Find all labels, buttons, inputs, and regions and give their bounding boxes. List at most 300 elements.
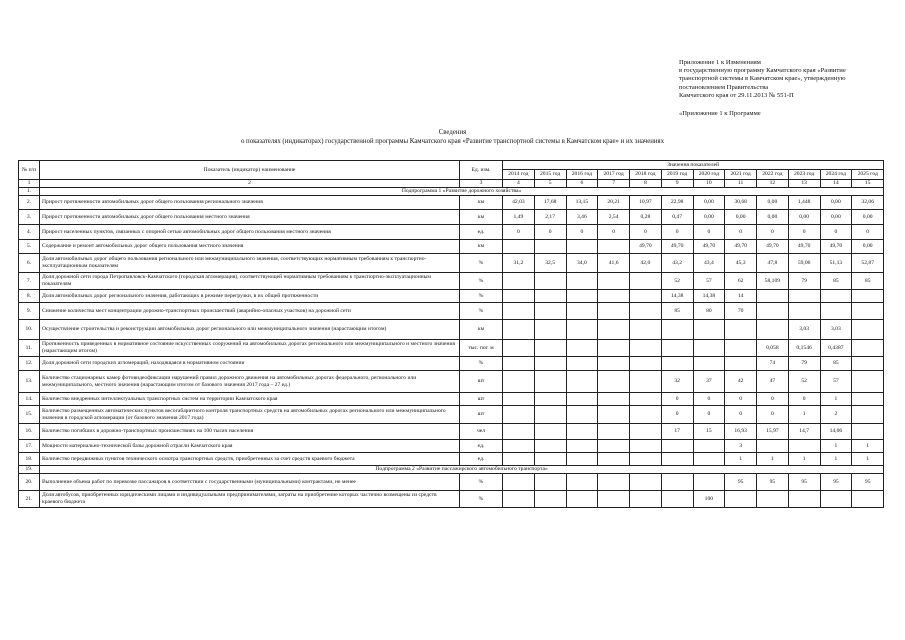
value-cell <box>566 303 598 320</box>
value-cell <box>503 393 535 406</box>
value-cell <box>566 491 598 508</box>
value-cell <box>661 440 693 453</box>
value-cell <box>566 453 598 466</box>
value-cell <box>566 240 598 254</box>
value-cell: 1 <box>820 453 852 466</box>
header-year: 2023 год <box>788 170 820 180</box>
value-cell <box>630 424 662 440</box>
value-cell: 0 <box>566 225 598 240</box>
header-year: 2025 год <box>852 170 884 180</box>
value-cell: 0 <box>757 393 789 406</box>
value-cell <box>534 340 566 357</box>
index-cell: 6 <box>566 180 598 188</box>
index-cell: 1 <box>19 180 40 188</box>
appendix-line: постановлением Правительства <box>679 83 769 91</box>
value-cell: 0 <box>820 225 852 240</box>
value-cell: 17 <box>661 424 693 440</box>
header-year: 2022 год <box>757 170 789 180</box>
value-cell: 14,06 <box>820 424 852 440</box>
row-name: Количество передвижных пунктов технического осмотра транспортных средств, приобретенных за счет средств краевого бюджета <box>40 453 460 466</box>
value-cell <box>630 406 662 424</box>
header-year: 2017 год <box>598 170 630 180</box>
value-cell <box>630 340 662 357</box>
value-cell: 0 <box>630 225 662 240</box>
value-cell: 0,00 <box>820 196 852 210</box>
table-row <box>19 440 884 453</box>
value-cell <box>598 491 630 508</box>
value-cell <box>598 303 630 320</box>
row-num: 10. <box>19 320 40 340</box>
value-cell: 0 <box>757 406 789 424</box>
row-num: 8. <box>19 290 40 303</box>
value-cell: 0 <box>661 225 693 240</box>
index-cell: 4 <box>503 180 535 188</box>
value-cell: 52 <box>661 273 693 290</box>
value-cell <box>757 440 789 453</box>
value-cell: 1 <box>820 393 852 406</box>
index-cell: 5 <box>534 180 566 188</box>
value-cell <box>598 290 630 303</box>
table-row <box>19 196 884 210</box>
value-cell: 79 <box>788 357 820 371</box>
value-cell <box>598 240 630 254</box>
value-cell <box>693 357 725 371</box>
value-cell: 52,87 <box>852 254 884 273</box>
value-cell <box>534 424 566 440</box>
row-unit: % <box>460 357 503 371</box>
value-cell <box>630 357 662 371</box>
row-name: Выполнение объема работ по перевозке пассажиров в соответствии с государственными (муниципальными) контрактами, не менее <box>40 474 460 491</box>
appendix-line: транспортной системы в Камчатском крае», утвержденную <box>679 75 846 83</box>
header-year: 2018 год <box>630 170 662 180</box>
value-cell: 1 <box>852 440 884 453</box>
value-cell <box>757 320 789 340</box>
row-unit: ед. <box>460 453 503 466</box>
section-row <box>19 466 884 474</box>
value-cell: 14,38 <box>693 290 725 303</box>
row-num: 14. <box>19 393 40 406</box>
program-reference: «Приложение 1 к Программе <box>679 110 761 118</box>
value-cell: 15 <box>693 424 725 440</box>
value-cell <box>566 273 598 290</box>
value-cell: 43,2 <box>661 254 693 273</box>
row-num: 2. <box>19 196 40 210</box>
value-cell <box>725 340 757 357</box>
row-unit: шт <box>460 406 503 424</box>
value-cell <box>598 406 630 424</box>
row-num: 15. <box>19 406 40 424</box>
value-cell: 0 <box>725 393 757 406</box>
value-cell: 58,109 <box>757 273 789 290</box>
value-cell: 0,1546 <box>788 340 820 357</box>
row-num: 7. <box>19 273 40 290</box>
value-cell: 0 <box>693 393 725 406</box>
value-cell: 85 <box>820 273 852 290</box>
value-cell: 51,13 <box>820 254 852 273</box>
value-cell: 95 <box>820 474 852 491</box>
value-cell: 31,2 <box>503 254 535 273</box>
header-year: 2019 год <box>661 170 693 180</box>
row-name: Доля автобусов, приобретенных юридическими лицами и индивидуальными предпринимателями, затраты на приобретение которых частично возмещены из средств краевого бюджета <box>40 491 460 508</box>
table-row <box>19 424 884 440</box>
value-cell: 1 <box>725 453 757 466</box>
value-cell <box>566 290 598 303</box>
value-cell: 57 <box>820 371 852 393</box>
value-cell: 45,3 <box>725 254 757 273</box>
value-cell <box>503 424 535 440</box>
value-cell <box>566 424 598 440</box>
value-cell: 49,70 <box>788 240 820 254</box>
index-cell: 3 <box>460 180 503 188</box>
header-unit: Ед. изм. <box>460 161 503 180</box>
table-row <box>19 406 884 424</box>
value-cell <box>630 393 662 406</box>
table-row <box>19 254 884 273</box>
row-unit: км <box>460 240 503 254</box>
value-cell: 49,70 <box>757 240 789 254</box>
value-cell <box>598 393 630 406</box>
value-cell <box>534 290 566 303</box>
table-row <box>19 453 884 466</box>
row-name: Количество погибших в дорожно-транспортных происшествиях на 100 тысяч населения <box>40 424 460 440</box>
value-cell: 0 <box>503 225 535 240</box>
value-cell: 1,448 <box>788 196 820 210</box>
table-row <box>19 357 884 371</box>
value-cell: 42,0 <box>630 254 662 273</box>
header-year: 2016 год <box>566 170 598 180</box>
value-cell: 52 <box>788 371 820 393</box>
appendix-line: Камчатского края от 29.11.2013 № 551-П <box>679 91 794 99</box>
header-year: 2020 год <box>693 170 725 180</box>
value-cell <box>852 357 884 371</box>
row-name: Прирост протяженности автомобильных дорог общего пользования местного значения <box>40 210 460 225</box>
value-cell <box>788 491 820 508</box>
index-row <box>19 180 884 188</box>
value-cell <box>852 491 884 508</box>
index-cell: 11 <box>725 180 757 188</box>
table-row <box>19 474 884 491</box>
value-cell <box>503 290 535 303</box>
value-cell <box>598 424 630 440</box>
index-cell: 9 <box>661 180 693 188</box>
value-cell <box>661 491 693 508</box>
value-cell <box>503 357 535 371</box>
value-cell: 17,68 <box>534 196 566 210</box>
value-cell: 10,97 <box>630 196 662 210</box>
value-cell <box>566 406 598 424</box>
value-cell <box>598 320 630 340</box>
row-unit: % <box>460 273 503 290</box>
value-cell: 42 <box>725 371 757 393</box>
value-cell: 0 <box>788 225 820 240</box>
value-cell <box>820 303 852 320</box>
value-cell: 74 <box>757 357 789 371</box>
header-num: № п/п <box>19 161 40 180</box>
value-cell <box>820 491 852 508</box>
value-cell <box>503 406 535 424</box>
value-cell: 2,17 <box>534 210 566 225</box>
appendix-block <box>679 59 894 118</box>
value-cell: 3,03 <box>788 320 820 340</box>
value-cell: 43,4 <box>693 254 725 273</box>
value-cell: 3 <box>725 440 757 453</box>
value-cell <box>534 273 566 290</box>
value-cell <box>534 320 566 340</box>
value-cell <box>852 371 884 393</box>
value-cell: 20,21 <box>598 196 630 210</box>
table-row <box>19 393 884 406</box>
value-cell <box>503 320 535 340</box>
row-unit: % <box>460 474 503 491</box>
value-cell <box>534 357 566 371</box>
value-cell <box>566 320 598 340</box>
value-cell <box>598 440 630 453</box>
value-cell: 37 <box>693 371 725 393</box>
value-cell <box>693 440 725 453</box>
row-num: 11. <box>19 340 40 357</box>
row-name: Прирост протяженности автомобильных дорог общего пользования регионального значения <box>40 196 460 210</box>
value-cell: 0,28 <box>630 210 662 225</box>
value-cell <box>566 393 598 406</box>
value-cell <box>503 491 535 508</box>
document-subtitle: о показателях (индикаторах) государственной программы Камчатского края «Развитие транспортной системы в Камчатском крае» и их значениях <box>240 138 665 145</box>
table-body <box>19 188 884 508</box>
table-row <box>19 273 884 290</box>
index-cell: 7 <box>598 180 630 188</box>
value-cell: 0 <box>693 406 725 424</box>
value-cell <box>693 474 725 491</box>
row-num: 19. <box>19 466 40 474</box>
value-cell <box>598 340 630 357</box>
value-cell <box>503 340 535 357</box>
value-cell <box>852 303 884 320</box>
value-cell <box>852 320 884 340</box>
table-header <box>19 161 884 188</box>
value-cell <box>630 371 662 393</box>
index-cell: 14 <box>820 180 852 188</box>
value-cell <box>788 290 820 303</box>
value-cell: 1 <box>852 453 884 466</box>
row-unit: шт <box>460 393 503 406</box>
value-cell: 0,4387 <box>820 340 852 357</box>
value-cell: 2 <box>820 406 852 424</box>
value-cell <box>630 320 662 340</box>
row-unit: чел <box>460 424 503 440</box>
row-name: Доля автомобильных дорог общего пользования регионального или межмуниципального значения, соответствующих нормативным требованиям к транспортно-эксплуатационным показателям <box>40 254 460 273</box>
row-unit: ед. <box>460 225 503 240</box>
row-name: Количество размещенных автоматических пунктов весогабаритного контроля транспортных средств на автомобильных дорогах регионального или межмуниципального значения в городской агломерации (от базового значения 2017 года) <box>40 406 460 424</box>
value-cell <box>566 440 598 453</box>
value-cell: 0,00 <box>757 196 789 210</box>
value-cell: 1 <box>788 453 820 466</box>
value-cell: 3,46 <box>566 210 598 225</box>
value-cell <box>661 453 693 466</box>
value-cell <box>852 424 884 440</box>
value-cell <box>566 371 598 393</box>
index-cell: 13 <box>788 180 820 188</box>
row-num: 18. <box>19 453 40 466</box>
value-cell: 0 <box>725 225 757 240</box>
value-cell: 59,06 <box>788 254 820 273</box>
value-cell: 80 <box>693 303 725 320</box>
value-cell: 22,98 <box>661 196 693 210</box>
value-cell: 0,00 <box>725 210 757 225</box>
value-cell <box>503 440 535 453</box>
value-cell: 47 <box>757 371 789 393</box>
value-cell <box>598 273 630 290</box>
value-cell <box>598 453 630 466</box>
value-cell <box>630 474 662 491</box>
section-row <box>19 188 884 196</box>
value-cell <box>503 453 535 466</box>
index-cell: 15 <box>852 180 884 188</box>
value-cell: 85 <box>852 273 884 290</box>
value-cell: 47,8 <box>757 254 789 273</box>
section-title: Подпрограмма 2 «Развитие пассажирского автомобильного транспорта» <box>40 466 884 474</box>
value-cell: 95 <box>757 474 789 491</box>
row-unit: км <box>460 196 503 210</box>
value-cell: 85 <box>820 357 852 371</box>
table-row <box>19 371 884 393</box>
index-cell: 12 <box>757 180 789 188</box>
value-cell: 0 <box>788 393 820 406</box>
row-name: Снижение количества мест концентрации дорожно-транспортных происшествий (аварийно-опасных участков) на дорожной сети <box>40 303 460 320</box>
value-cell: 41,6 <box>598 254 630 273</box>
value-cell: 0,058 <box>757 340 789 357</box>
value-cell: 95 <box>725 474 757 491</box>
row-name: Мощности материально-технической базы дорожной отрасли Камчатского края <box>40 440 460 453</box>
value-cell: 0 <box>598 225 630 240</box>
value-cell: 32,06 <box>852 196 884 210</box>
row-name: Количество внедренных интеллектуальных транспортных систем на территории Камчатского края <box>40 393 460 406</box>
value-cell <box>503 371 535 393</box>
value-cell <box>503 303 535 320</box>
row-num: 4. <box>19 225 40 240</box>
document-title: Сведения <box>438 129 467 136</box>
value-cell: 34,0 <box>566 254 598 273</box>
value-cell <box>852 393 884 406</box>
value-cell <box>725 320 757 340</box>
value-cell: 0,00 <box>757 210 789 225</box>
table-row <box>19 320 884 340</box>
value-cell <box>534 440 566 453</box>
row-name: Количество стационарных камер фотовидеофиксации нарушений правил дорожного движения на автомобильных дорогах федерального, регионального или межмуниципального, местного значения (нарастающим итогом от базового значения 2017 года – 27 ед.) <box>40 371 460 393</box>
value-cell: 13,15 <box>566 196 598 210</box>
value-cell: 0,00 <box>693 196 725 210</box>
row-name: Протяженность приведенных в нормативное состояние искусственных сооружений на автомобильных дорогах регионального или межмуниципального и местного значения (нарастающим итогом) <box>40 340 460 357</box>
value-cell <box>788 303 820 320</box>
value-cell <box>725 491 757 508</box>
value-cell: 1 <box>788 406 820 424</box>
value-cell: 0,00 <box>820 210 852 225</box>
value-cell <box>661 320 693 340</box>
table-row <box>19 340 884 357</box>
row-unit: км <box>460 320 503 340</box>
value-cell <box>693 453 725 466</box>
table-row <box>19 225 884 240</box>
row-name: Прирост населенных пунктов, связанных с опорной сетью автомобильных дорог общего пользования местного значения <box>40 225 460 240</box>
value-cell <box>534 240 566 254</box>
value-cell <box>852 340 884 357</box>
indicators-table <box>18 160 884 508</box>
value-cell <box>630 303 662 320</box>
value-cell <box>503 240 535 254</box>
index-cell: 8 <box>630 180 662 188</box>
value-cell: 0 <box>661 406 693 424</box>
row-num: 21. <box>19 491 40 508</box>
value-cell <box>598 371 630 393</box>
value-cell: 0,00 <box>788 210 820 225</box>
row-unit: ед. <box>460 440 503 453</box>
value-cell: 2,54 <box>598 210 630 225</box>
value-cell <box>630 273 662 290</box>
value-cell: 1 <box>820 440 852 453</box>
value-cell <box>534 406 566 424</box>
value-cell: 3,03 <box>820 320 852 340</box>
value-cell <box>503 474 535 491</box>
header-name: Показатель (индикатор) наименование <box>40 161 460 180</box>
table-row <box>19 290 884 303</box>
header-year: 2015 год <box>534 170 566 180</box>
value-cell <box>630 440 662 453</box>
value-cell: 1 <box>757 453 789 466</box>
value-cell: 62 <box>725 273 757 290</box>
value-cell: 14,38 <box>661 290 693 303</box>
value-cell <box>693 320 725 340</box>
value-cell: 14 <box>725 290 757 303</box>
row-unit: % <box>460 491 503 508</box>
row-unit: % <box>460 254 503 273</box>
value-cell <box>661 474 693 491</box>
row-num: 16. <box>19 424 40 440</box>
row-num: 3. <box>19 210 40 225</box>
row-name: Содержание и ремонт автомобильных дорог общего пользования местного значения <box>40 240 460 254</box>
row-num: 5. <box>19 240 40 254</box>
row-unit: % <box>460 290 503 303</box>
value-cell: 14,7 <box>788 424 820 440</box>
value-cell: 0 <box>725 406 757 424</box>
value-cell <box>661 357 693 371</box>
value-cell: 32,5 <box>534 254 566 273</box>
row-name: Доля дорожной сети городских агломераций, находящаяся в нормативном состоянии <box>40 357 460 371</box>
header-values-group: Значения показателей <box>503 161 884 170</box>
value-cell: 15,97 <box>757 424 789 440</box>
value-cell <box>852 290 884 303</box>
header-year: 2021 год <box>725 170 757 180</box>
value-cell: 49,70 <box>693 240 725 254</box>
value-cell <box>503 273 535 290</box>
value-cell <box>757 491 789 508</box>
value-cell: 49,70 <box>820 240 852 254</box>
appendix-lines <box>679 59 894 100</box>
value-cell: 0 <box>757 225 789 240</box>
value-cell <box>661 340 693 357</box>
value-cell <box>757 303 789 320</box>
value-cell <box>630 290 662 303</box>
appendix-line: в государственную программу Камчатского края «Развитие <box>679 67 846 75</box>
row-unit: шт <box>460 371 503 393</box>
value-cell <box>630 453 662 466</box>
value-cell <box>598 474 630 491</box>
row-num: 17. <box>19 440 40 453</box>
row-name: Доля автомобильных дорог регионального значения, работающих в режиме перегрузки, в их общей протяженности <box>40 290 460 303</box>
value-cell: 49,70 <box>661 240 693 254</box>
value-cell: 0,00 <box>693 210 725 225</box>
value-cell: 79 <box>788 273 820 290</box>
value-cell: 95 <box>852 474 884 491</box>
index-cell: 2 <box>40 180 460 188</box>
value-cell <box>566 357 598 371</box>
